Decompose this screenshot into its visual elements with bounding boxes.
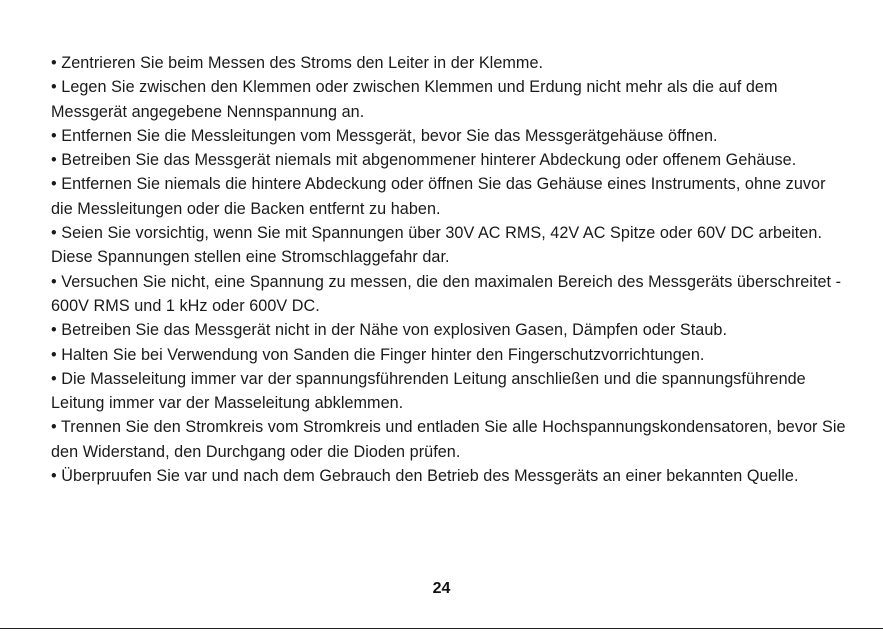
safety-bullet-3: • Entfernen Sie die Messleitungen vom Messgerät, bevor Sie das Messgerätgehäuse öffnen. bbox=[51, 126, 718, 145]
safety-bullet-4: • Betreiben Sie das Messgerät niemals mit abgenommener hinterer Abdeckung oder offenem Gehäuse. bbox=[51, 151, 797, 170]
safety-bullet-12: • Überpruufen Sie var und nach dem Gebrauch den Betrieb des Messgeräts an einer bekannten Quelle. bbox=[51, 467, 799, 486]
safety-bullet-6: • Seien Sie vorsichtig, wenn Sie mit Spannungen über 30V AC RMS, 42V AC Spitze oder 60V DC arbeiten. Diese Spannungen stellen eine Stromschlaggefahr dar. bbox=[51, 224, 823, 267]
safety-bullet-2: • Legen Sie zwischen den Klemmen oder zwischen Klemmen und Erdung nicht mehr als die auf dem Messgerät angegebene Nennspannung an. bbox=[51, 78, 778, 121]
safety-bullet-7: • Versuchen Sie nicht, eine Spannung zu messen, die den maximalen Bereich des Messgeräts überschreitet - 600V RMS und 1 kHz oder 600V DC. bbox=[51, 272, 842, 315]
safety-bullet-8: • Betreiben Sie das Messgerät nicht in der Nähe von explosiven Gasen, Dämpfen oder Staub. bbox=[51, 321, 727, 340]
bottom-divider bbox=[0, 628, 883, 629]
safety-instructions-list bbox=[51, 51, 851, 488]
safety-bullet-10: • Die Masseleitung immer var der spannungsführenden Leitung anschließen und die spannungsführende Leitung immer var der Masseleitung abklemmen. bbox=[51, 369, 806, 413]
safety-bullet-11: • Trennen Sie den Stromkreis vom Stromkreis und entladen Sie alle Hochspannungskondensatoren, bevor Sie den Widerstand, den Durchgang oder die Dioden prüfen. bbox=[51, 418, 846, 461]
safety-bullet-9: • Halten Sie bei Verwendung von Sanden die Finger hinter den Fingerschutzvorrichtungen. bbox=[51, 345, 705, 364]
safety-bullet-5: • Entfernen Sie niemals die hintere Abdeckung oder öffnen Sie das Gehäuse eines Instruments, ohne zuvor die Messleitungen oder die Backen entfernt zu haben. bbox=[51, 175, 826, 218]
page-number: 24 bbox=[432, 580, 451, 597]
safety-bullet-1: • Zentrieren Sie beim Messen des Stroms den Leiter in der Klemme. bbox=[51, 54, 544, 72]
